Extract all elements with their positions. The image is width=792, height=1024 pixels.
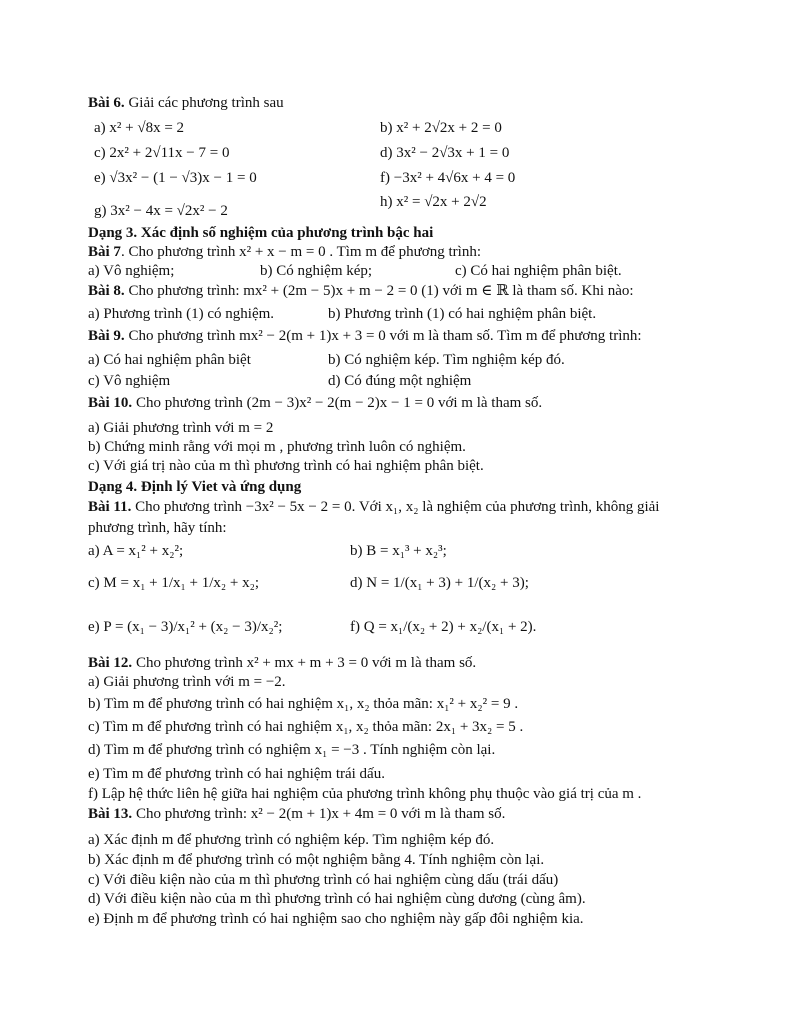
bai13-title: Bài 13.: [88, 806, 133, 822]
bai10-text: Cho phương trình (2m − 3)x² − 2(m − 2)x − 1 = 0 với m là tham số.: [132, 395, 543, 411]
bai6-a: a) x² + √8x = 2: [94, 120, 185, 136]
bai12-text: Cho phương trình x² + mx + m + 3 = 0 với m là tham số.: [132, 655, 477, 671]
bai7-title: Bài 7: [88, 244, 121, 260]
bai11-b: b) B = x₁³ + x₂³;: [350, 543, 447, 559]
bai13-intro: [88, 805, 505, 823]
bai11-c: c) M = x₁ + 1/x₁ + 1/x₂ + x₂;: [88, 575, 259, 591]
bai9-title: Bài 9.: [88, 328, 125, 344]
bai13-a: a) Xác định m để phương trình có nghiệm kép. Tìm nghiệm kép đó.: [88, 832, 495, 848]
bai6-g: g) 3x² − 4x = √2x² − 2: [94, 203, 228, 219]
bai7-a: a) Vô nghiệm;: [88, 263, 175, 279]
bai10-a: a) Giải phương trình với m = 2: [88, 420, 274, 436]
bai6-intro: [88, 94, 284, 112]
bai6-text: Giải các phương trình sau: [124, 95, 284, 111]
bai11-text: Cho phương trình −3x² − 5x − 2 = 0. Với x₁, x₂ là nghiệm của phương trình, không giải: [131, 499, 660, 515]
bai12-intro: [88, 654, 476, 672]
bai8-intro: [88, 282, 634, 300]
bai7-b: b) Có nghiệm kép;: [260, 263, 373, 279]
bai10-b: b) Chứng minh rằng với mọi m , phương trình luôn có nghiệm.: [88, 439, 466, 455]
bai12-f: f) Lập hệ thức liên hệ giữa hai nghiệm của phương trình không phụ thuộc vào giá trị của m .: [88, 786, 642, 802]
bai8-title: Bài 8.: [88, 283, 125, 299]
bai7-c: c) Có hai nghiệm phân biệt.: [455, 263, 622, 279]
bai9-intro: [88, 327, 642, 345]
bai13-text: Cho phương trình: x² − 2(m + 1)x + 4m = 0 với m là tham số.: [132, 806, 506, 822]
bai8-text: Cho phương trình: mx² + (2m − 5)x + m − 2 = 0 (1) với m ∈ ℝ là tham số. Khi nào:: [124, 283, 634, 299]
bai6-c: c) 2x² + 2√11x − 7 = 0: [94, 145, 230, 161]
bai13-b: b) Xác định m để phương trình có một nghiệm bằng 4. Tính nghiệm còn lại.: [88, 852, 545, 868]
bai6-title: Bài 6.: [88, 95, 125, 111]
bai11-intro: [88, 498, 659, 516]
bai8-a: a) Phương trình (1) có nghiệm.: [88, 306, 275, 322]
bai12-d: d) Tìm m để phương trình có nghiệm x₁ = −3 . Tính nghiệm còn lại.: [88, 742, 496, 758]
bai11-text2: phương trình, hãy tính:: [88, 520, 227, 536]
bai12-b: b) Tìm m để phương trình có hai nghiệm x₁, x₂ thỏa mãn: x₁² + x₂² = 9 .: [88, 696, 519, 712]
bai6-h: h) x² = √2x + 2√2: [380, 194, 487, 210]
bai8-b: b) Phương trình (1) có hai nghiệm phân biệt.: [328, 306, 597, 322]
bai6-b: b) x² + 2√2x + 2 = 0: [380, 120, 502, 136]
bai9-b: b) Có nghiệm kép. Tìm nghiệm kép đó.: [328, 352, 565, 368]
bai9-a: a) Có hai nghiệm phân biệt: [88, 352, 251, 368]
bai12-e: e) Tìm m để phương trình có hai nghiệm trái dấu.: [88, 766, 385, 782]
bai10-c: c) Với giá trị nào của m thì phương trình có hai nghiệm phân biệt.: [88, 458, 484, 474]
bai11-d: d) N = 1/(x₁ + 3) + 1/(x₂ + 3);: [350, 575, 529, 591]
section-heading-dang3: Dạng 3. Xác định số nghiệm của phương trình bậc hai: [88, 225, 434, 241]
bai11-a: a) A = x₁² + x₂²;: [88, 543, 184, 559]
bai9-text: Cho phương trình mx² − 2(m + 1)x + 3 = 0 với m là tham số. Tìm m để phương trình:: [124, 328, 642, 344]
bai11-title: Bài 11.: [88, 499, 132, 515]
bai11-f: f) Q = x₁/(x₂ + 2) + x₂/(x₁ + 2).: [350, 619, 537, 635]
bai7-text: . Cho phương trình x² + x − m = 0 . Tìm m để phương trình:: [120, 244, 481, 260]
bai12-a: a) Giải phương trình với m = −2.: [88, 674, 286, 690]
bai6-d: d) 3x² − 2√3x + 1 = 0: [380, 145, 510, 161]
bai12-c: c) Tìm m để phương trình có hai nghiệm x₁, x₂ thỏa mãn: 2x₁ + 3x₂ = 5 .: [88, 719, 524, 735]
bai13-e: e) Định m để phương trình có hai nghiệm sao cho nghiệm này gấp đôi nghiệm kia.: [88, 911, 584, 927]
bai11-e: e) P = (x₁ − 3)/x₁² + (x₂ − 3)/x₂²;: [88, 619, 283, 635]
bai10-title: Bài 10.: [88, 395, 133, 411]
bai7-intro: [88, 243, 481, 261]
section-heading-dang4: Dạng 4. Định lý Viet và ứng dụng: [88, 479, 302, 495]
bai6-e: e) √3x² − (1 − √3)x − 1 = 0: [94, 170, 257, 186]
bai6-f: f) −3x² + 4√6x + 4 = 0: [380, 170, 516, 186]
bai13-d: d) Với điều kiện nào của m thì phương trình có hai nghiệm cùng dương (cùng âm).: [88, 891, 586, 907]
bai10-intro: [88, 394, 542, 412]
bai13-c: c) Với điều kiện nào của m thì phương trình có hai nghiệm cùng dấu (trái dấu): [88, 872, 559, 888]
bai9-c: c) Vô nghiệm: [88, 373, 171, 389]
bai12-title: Bài 12.: [88, 655, 133, 671]
bai9-d: d) Có đúng một nghiệm: [328, 373, 472, 389]
